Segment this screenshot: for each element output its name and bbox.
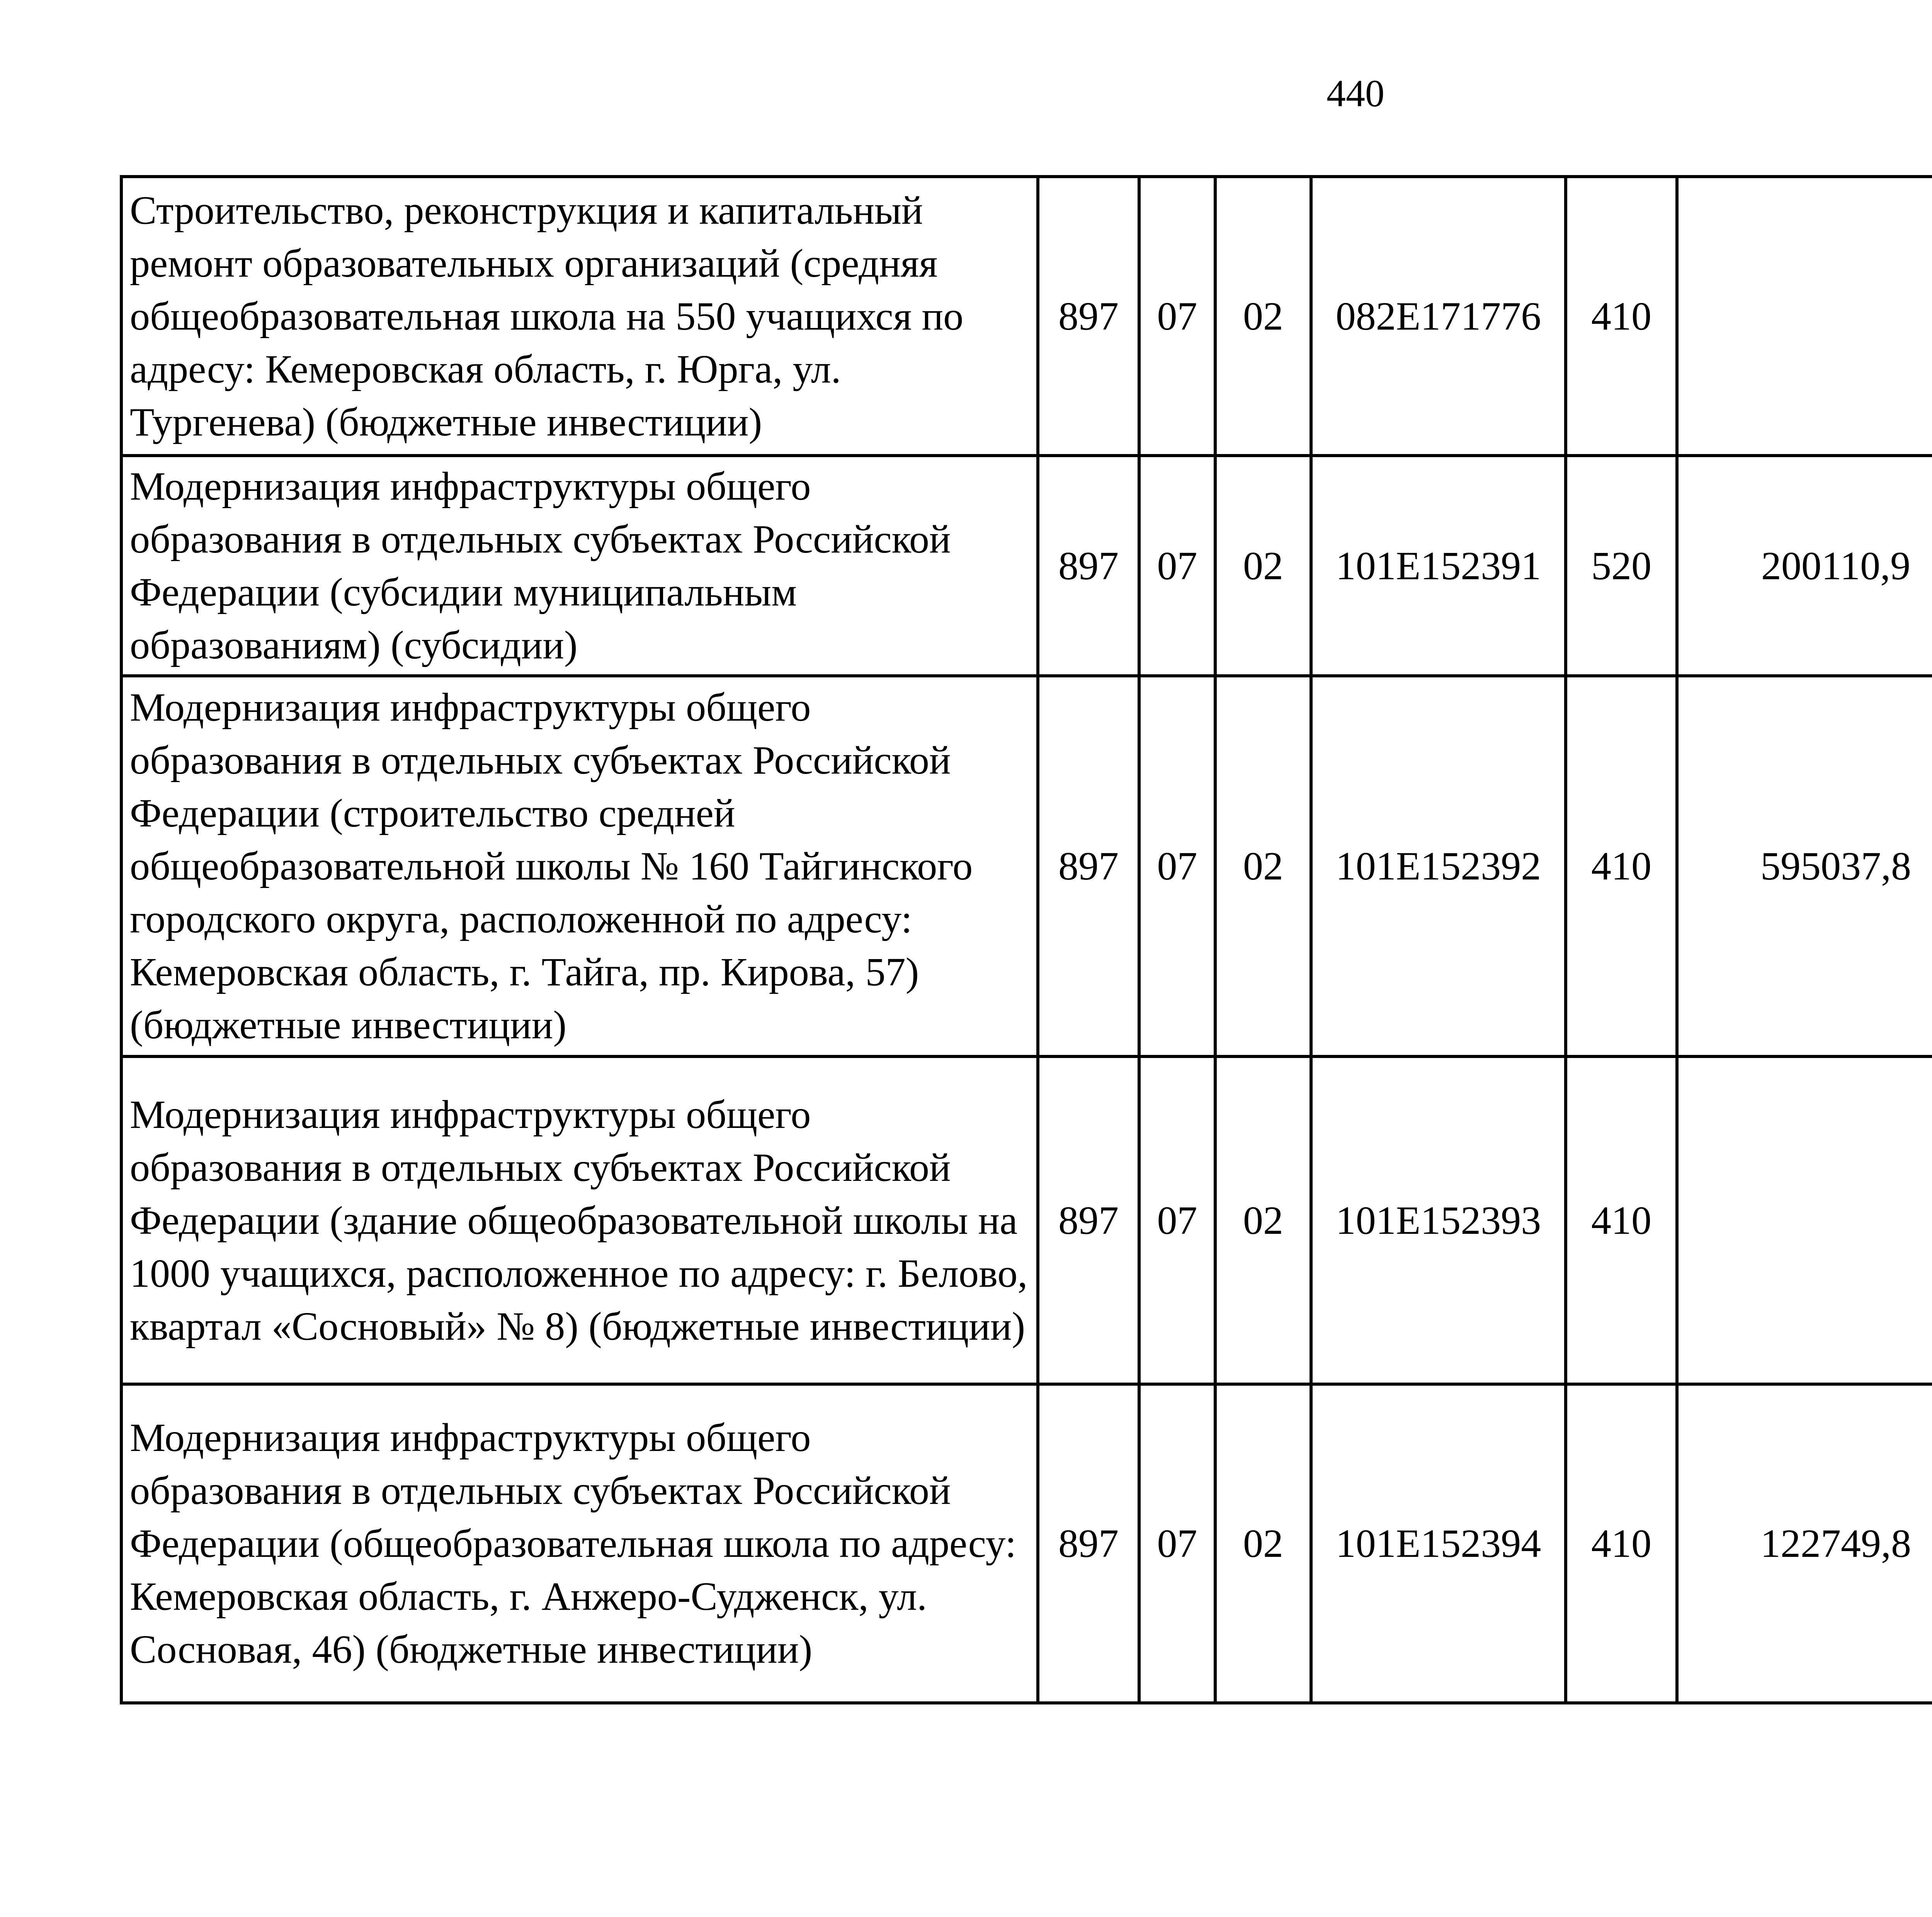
page-number: 440 [1327,72,1384,115]
section-code: 07 [1139,1384,1215,1703]
expense-name: Модернизация инфраструктуры общего образования в отдельных субъектах Российской Федерации (общеобразовательная школа по адресу: Кемеровская область, г. Анжеро-Судженск, ул. Сосновая, 46) (бюджетные инвестиции) [121,1384,1038,1703]
table-row [121,456,1932,676]
expense-type-code: 410 [1566,676,1677,1056]
expense-type-code: 410 [1566,177,1677,456]
target-article-code: 101E152391 [1311,456,1566,676]
section-code: 07 [1139,676,1215,1056]
amount-column-1: 595037,8 [1677,676,1932,1056]
ministry-code: 897 [1038,456,1139,676]
table-row [121,676,1932,1056]
target-article-code: 101E152394 [1311,1384,1566,1703]
budget-table [120,175,1932,1704]
ministry-code: 897 [1038,1384,1139,1703]
expense-name: Строительство, реконструкция и капитальный ремонт образовательных организаций (средняя общеобразовательная школа на 550 учащихся по адресу: Кемеровская область, г. Юрга, ул. Тургенева) (бюджетные инвестиции) [121,177,1038,456]
expense-type-code: 520 [1566,456,1677,676]
expense-name: Модернизация инфраструктуры общего образования в отдельных субъектах Российской Федерации (здание общеобразовательной школы на 1000 учащихся, расположенное по адресу: г. Белово, квартал «Сосновый» № 8) (бюджетные инвестиции) [121,1056,1038,1384]
table-row [121,177,1932,456]
expense-type-code: 410 [1566,1056,1677,1384]
amount-column-1 [1677,177,1932,456]
subsection-code: 02 [1215,1384,1311,1703]
section-code: 07 [1139,1056,1215,1384]
subsection-code: 02 [1215,456,1311,676]
subsection-code: 02 [1215,676,1311,1056]
expense-name: Модернизация инфраструктуры общего образования в отдельных субъектах Российской Федерации (субсидии муниципальным образованиям) (субсидии) [121,456,1038,676]
expense-type-code: 410 [1566,1384,1677,1703]
target-article-code: 101E152393 [1311,1056,1566,1384]
ministry-code: 897 [1038,1056,1139,1384]
subsection-code: 02 [1215,1056,1311,1384]
table-row [121,1056,1932,1384]
target-article-code: 101E152392 [1311,676,1566,1056]
section-code: 07 [1139,177,1215,456]
ministry-code: 897 [1038,177,1139,456]
amount-column-1: 200110,9 [1677,456,1932,676]
section-code: 07 [1139,456,1215,676]
amount-column-1: 122749,8 [1677,1384,1932,1703]
target-article-code: 082E171776 [1311,177,1566,456]
ministry-code: 897 [1038,676,1139,1056]
table-row [121,1384,1932,1703]
amount-column-1 [1677,1056,1932,1384]
expense-name: Модернизация инфраструктуры общего образования в отдельных субъектах Российской Федерации (строительство средней общеобразовательной школы № 160 Тайгинского городского округа, расположенной по адресу: Кемеровская область, г. Тайга, пр. Кирова, 57) (бюджетные инвестиции) [121,676,1038,1056]
subsection-code: 02 [1215,177,1311,456]
